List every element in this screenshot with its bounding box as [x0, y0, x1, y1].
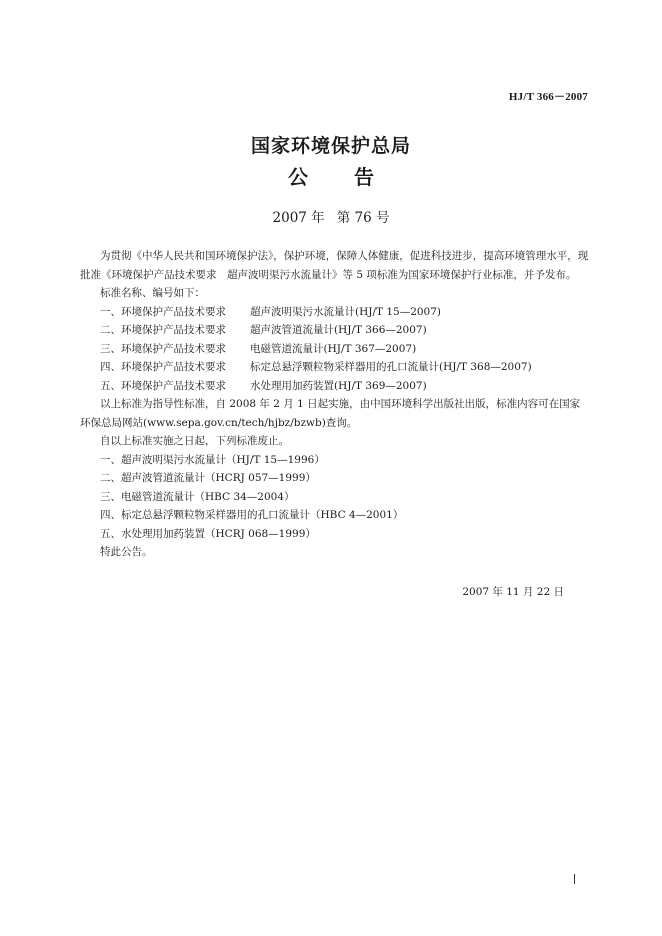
list-item — [80, 377, 590, 396]
standard-title: 超声波明渠污水流量计(HJ/T 15—2007) — [250, 305, 442, 318]
list-item — [80, 358, 590, 377]
abolished-list — [80, 451, 590, 544]
standard-title: 电磁管道流量计(HJ/T 367—2007) — [250, 342, 417, 355]
notice-body — [80, 247, 590, 562]
standard-prefix: 三、环境保护产品技术要求 — [100, 342, 226, 355]
list-item — [80, 303, 590, 322]
list-item — [80, 321, 590, 340]
list-item: 四、标定总悬浮颗粒物采样器用的孔口流量计（HBC 4—2001） — [100, 509, 404, 521]
list-item: 三、电磁管道流量计（HBC 34—2004） — [100, 490, 295, 503]
notice-title — [0, 161, 662, 190]
standard-prefix: 二、环境保护产品技术要求 — [100, 324, 226, 336]
effective-note: 以上标准为指导性标准，自 2008 年 2 月 1 日起实施，由中国环境科学出版社出版，标准内容可在国家环保总局网站(www.sepa.gov.cn/tech/hjbz/bzwb)查询。 — [80, 398, 581, 429]
notice-title-char-2: 告 — [354, 165, 374, 189]
page-marker — [574, 874, 575, 884]
issue-year: 2007 年 — [272, 210, 325, 226]
agency-title: 国家环境保护总局 — [250, 135, 411, 157]
standard-title: 水处理用加药装置(HJ/T 369—2007) — [250, 379, 427, 392]
list-item: 一、超声波明渠污水流量计（HJ/T 15—1996） — [100, 453, 325, 466]
standard-title: 标定总悬浮颗粒物采样器用的孔口流量计(HJ/T 368—2007) — [250, 361, 532, 373]
standard-prefix: 四、环境保护产品技术要求 — [100, 361, 226, 373]
list-heading: 标准名称、编号如下： — [100, 287, 205, 299]
signature-date: 2007 年 11 月 22 日 — [462, 586, 564, 598]
closing-line: 特此公告。 — [100, 546, 153, 558]
list-item — [80, 340, 590, 359]
standards-list — [80, 303, 590, 396]
standard-prefix: 五、环境保护产品技术要求 — [100, 379, 226, 392]
issue-line — [0, 206, 662, 226]
list-item: 二、超声波管道流量计（HCRJ 057—1999） — [100, 472, 316, 484]
intro-paragraph: 为贯彻《中华人民共和国环境保护法》，保护环境，保障人体健康，促进科技进步，提高环境管理水平，现批准《环境保护产品技术要求 超声波明渠污水流量计》等 5 项标准为国家环境保护行业标准，并予发布。 — [80, 250, 589, 281]
standard-title: 超声波管道流量计(HJ/T 366—2007) — [250, 324, 427, 336]
standard-prefix: 一、环境保护产品技术要求 — [100, 305, 226, 318]
notice-title-char-1: 公 — [288, 165, 308, 189]
document-code: HJ/T 366－2007 — [508, 91, 588, 103]
list-item: 五、水处理用加药装置（HCRJ 068—1999） — [100, 527, 316, 540]
abolish-heading: 自以上标准实施之日起，下列标准废止。 — [100, 435, 289, 447]
issue-number: 第 76 号 — [336, 210, 390, 226]
